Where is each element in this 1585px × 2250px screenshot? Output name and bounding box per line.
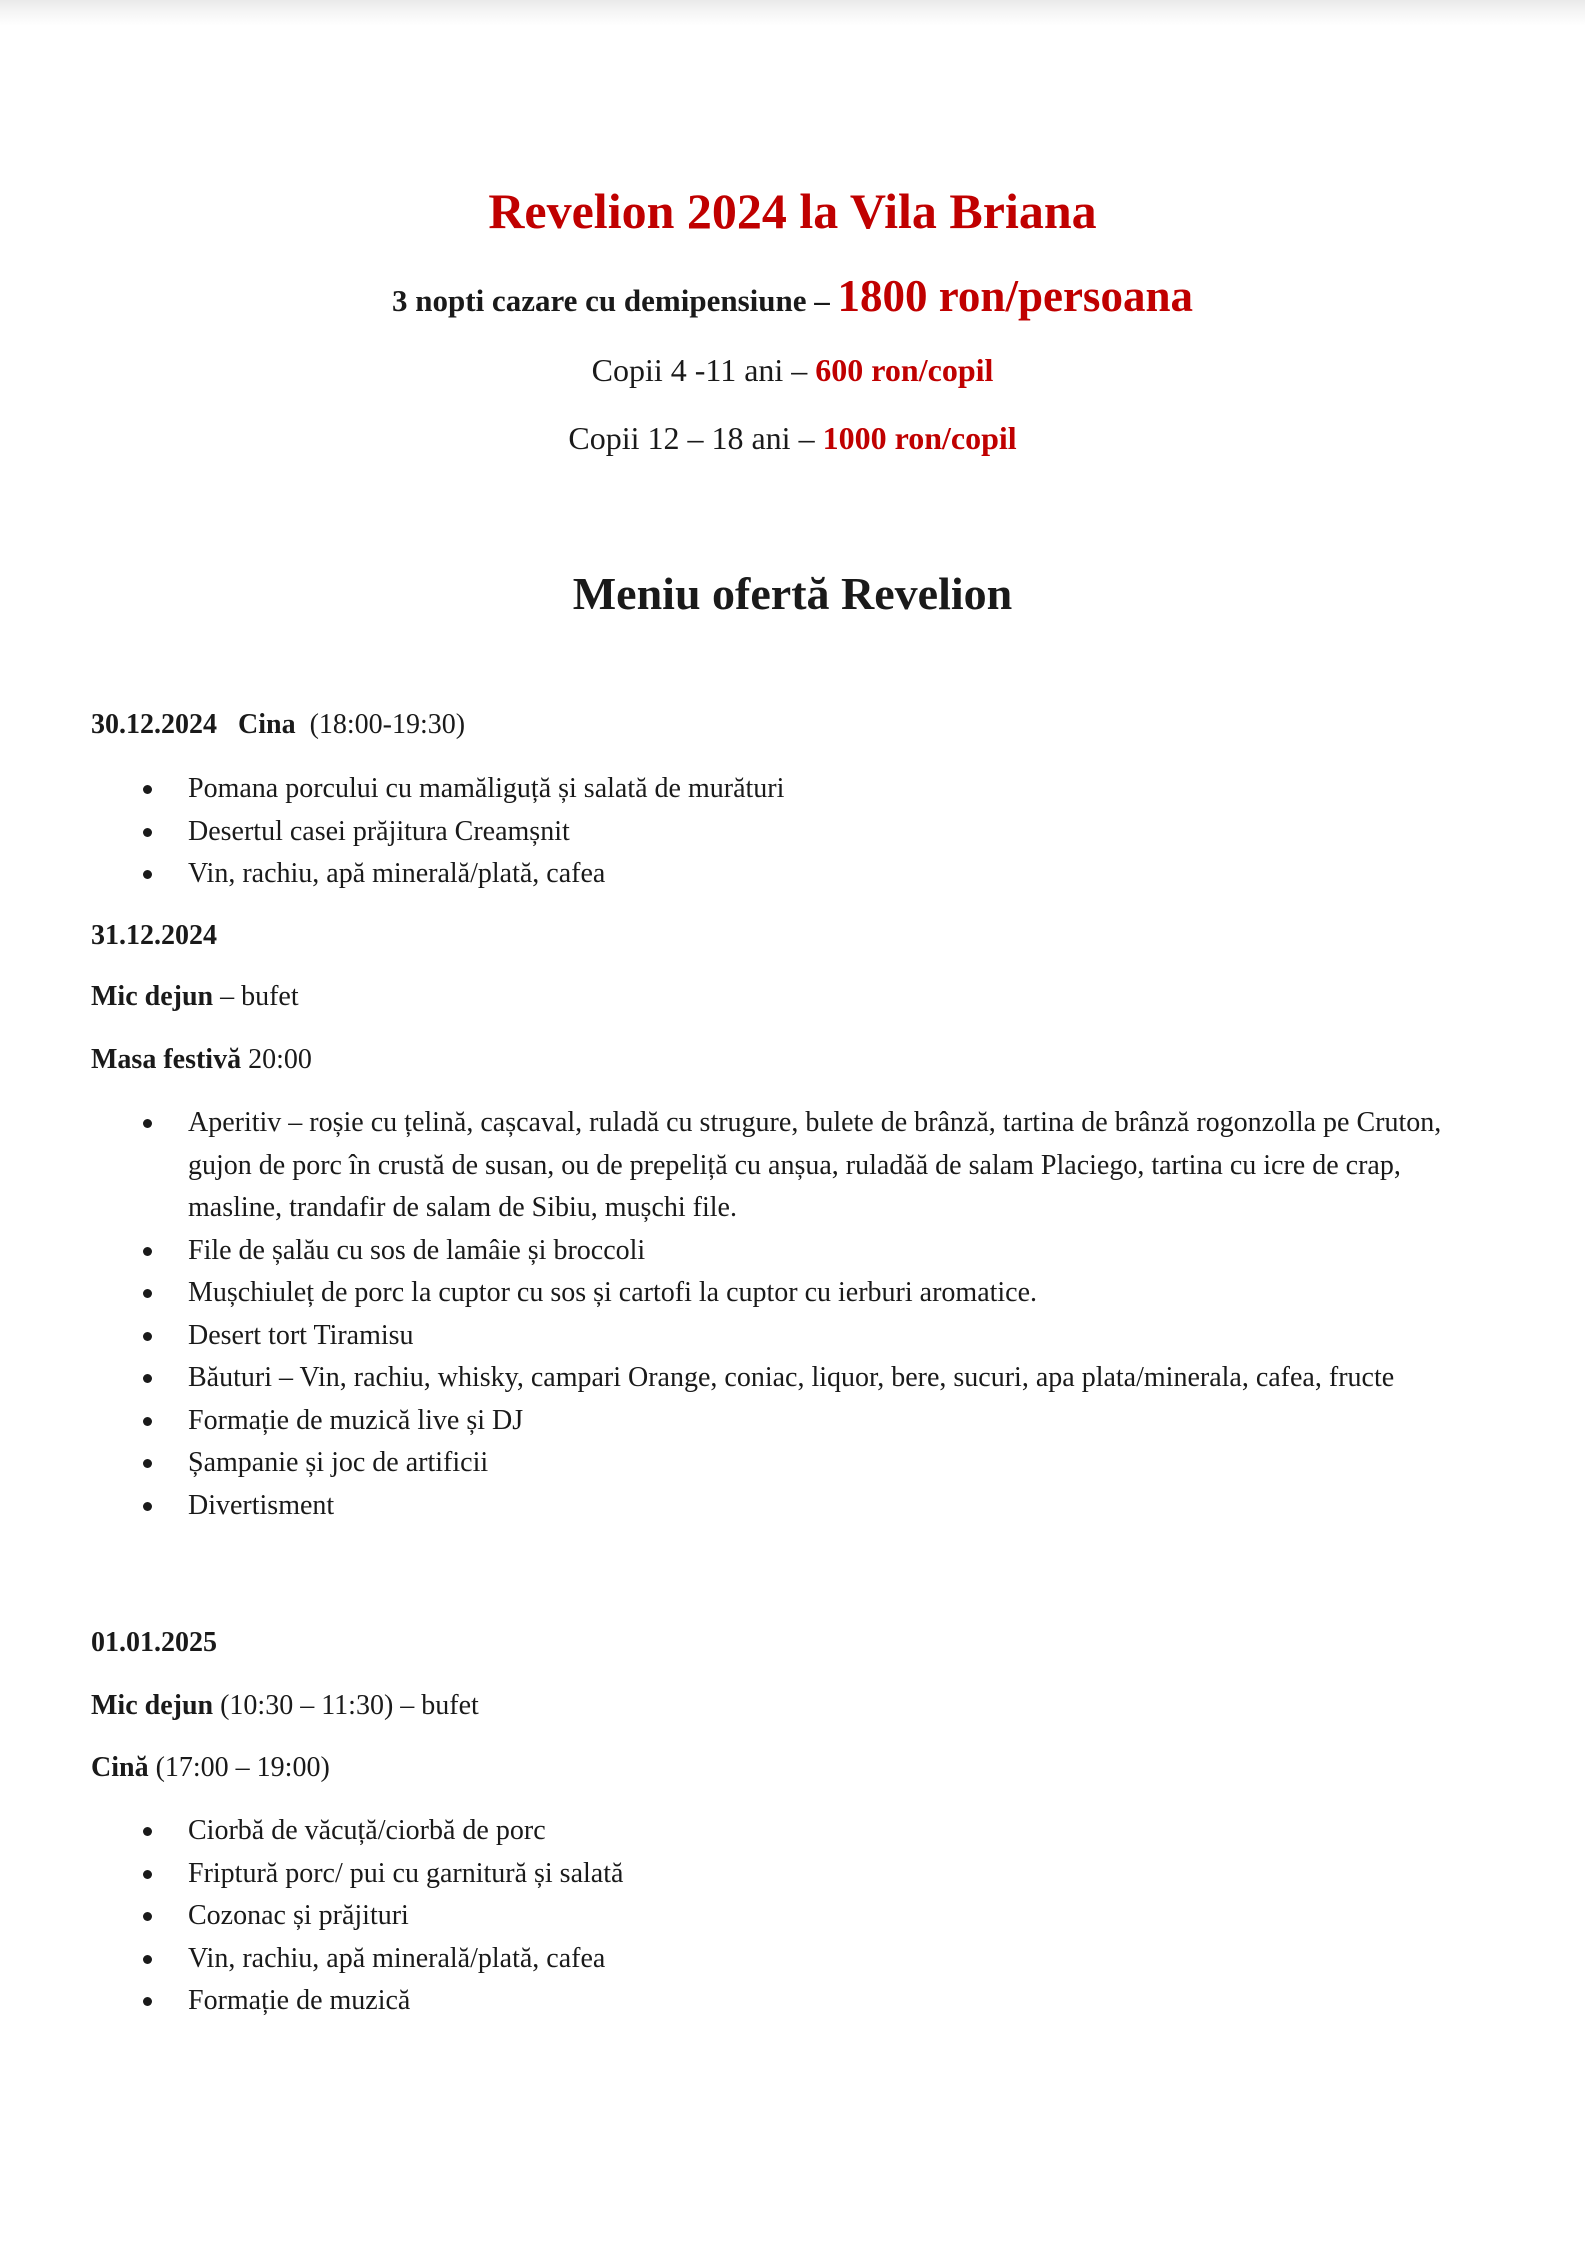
day3-dinner-label: Cină (91, 1752, 149, 1783)
list-item: Pomana porcului cu mamăliguță și salată de murături (0, 768, 1498, 811)
day1-meal: Cina (238, 709, 296, 740)
day3-dinner-text: (17:00 – 19:00) (148, 1752, 330, 1783)
document-title: Revelion 2024 la Vila Briana (488, 183, 1097, 239)
menu-heading: Meniu ofertă Revelion (572, 568, 1013, 619)
day2-breakfast-label: Mic dejun (91, 981, 214, 1012)
day2-festive-time: 20:00 (241, 1044, 312, 1075)
list-item: Cozonac și prăjituri (0, 1895, 1498, 1938)
day1-menu-list (0, 768, 1498, 896)
list-item: Ciorbă de văcuță/ciorbă de porc (0, 1810, 1498, 1853)
day2-festive-label: Masa festivă (91, 1044, 242, 1075)
day2-date: 31.12.2024 (91, 920, 217, 951)
list-item: Friptură porc/ pui cu garnitură și salată (0, 1853, 1498, 1896)
list-item: Mușchiuleț de porc la cuptor cu sos și cartofi la cuptor cu ierburi aromatice. (0, 1272, 1498, 1315)
stay-offer-line (0, 268, 1585, 329)
day3-dinner-line (91, 1748, 330, 1788)
list-item: Șampanie și joc de artificii (0, 1442, 1498, 1485)
list-item: Formație de muzică (0, 1980, 1498, 2023)
list-item: Băuturi – Vin, rachiu, whisky, campari Orange, coniac, liquor, bere, sucuri, apa plata/minerala, cafea, fructe (0, 1357, 1498, 1400)
kids-4-11-price: 600 ron/copil (815, 352, 994, 388)
day2-menu-list (0, 1102, 1498, 1527)
list-item: Formație de muzică live și DJ (0, 1400, 1498, 1443)
day3-menu-list (0, 1810, 1498, 2023)
list-item: Divertisment (0, 1485, 1498, 1528)
day1-heading (91, 705, 465, 745)
kids-4-11-text: Copii 4 -11 ani – (591, 352, 816, 388)
kids-12-18-text: Copii 12 – 18 ani – (568, 420, 823, 456)
day3-breakfast-label: Mic dejun (91, 1690, 214, 1721)
list-item: Vin, rachiu, apă minerală/plată, cafea (0, 1938, 1498, 1981)
day2-breakfast-line (91, 977, 299, 1017)
day2-breakfast-text: – bufet (213, 981, 299, 1012)
kids-12-18-price: 1000 ron/copil (822, 420, 1017, 456)
day2-festive-line (91, 1040, 312, 1080)
list-item: File de șalău cu sos de lamâie și broccoli (0, 1230, 1498, 1273)
day3-breakfast-text: (10:30 – 11:30) – bufet (213, 1690, 479, 1721)
kids-4-11-line (0, 346, 1585, 394)
day1-date: 30.12.2024 (91, 709, 217, 740)
day1-time: (18:00-19:30) (309, 709, 466, 740)
list-item: Desertul casei prăjitura Creamșnit (0, 811, 1498, 854)
kids-12-18-line (0, 414, 1585, 462)
stay-price: 1800 ron/persoana (837, 271, 1193, 321)
list-item: Vin, rachiu, apă minerală/plată, cafea (0, 853, 1498, 896)
day3-breakfast-line (91, 1686, 479, 1726)
list-item: Desert tort Tiramisu (0, 1315, 1498, 1358)
stay-offer-text: 3 nopti cazare cu demipensiune – (392, 283, 838, 318)
list-item: Aperitiv – roșie cu țelină, cașcaval, ruladă cu strugure, bulete de brânză, tartina de brânză rogonzolla pe Cruton, gujon de porc în crustă de susan, ou de prepeliță cu anșua, ruladăă de salam Placiego, tartina cu icre de crap, masline, trandafir de salam de Sibiu, mușchi file. (0, 1102, 1498, 1230)
day3-date: 01.01.2025 (91, 1627, 217, 1658)
